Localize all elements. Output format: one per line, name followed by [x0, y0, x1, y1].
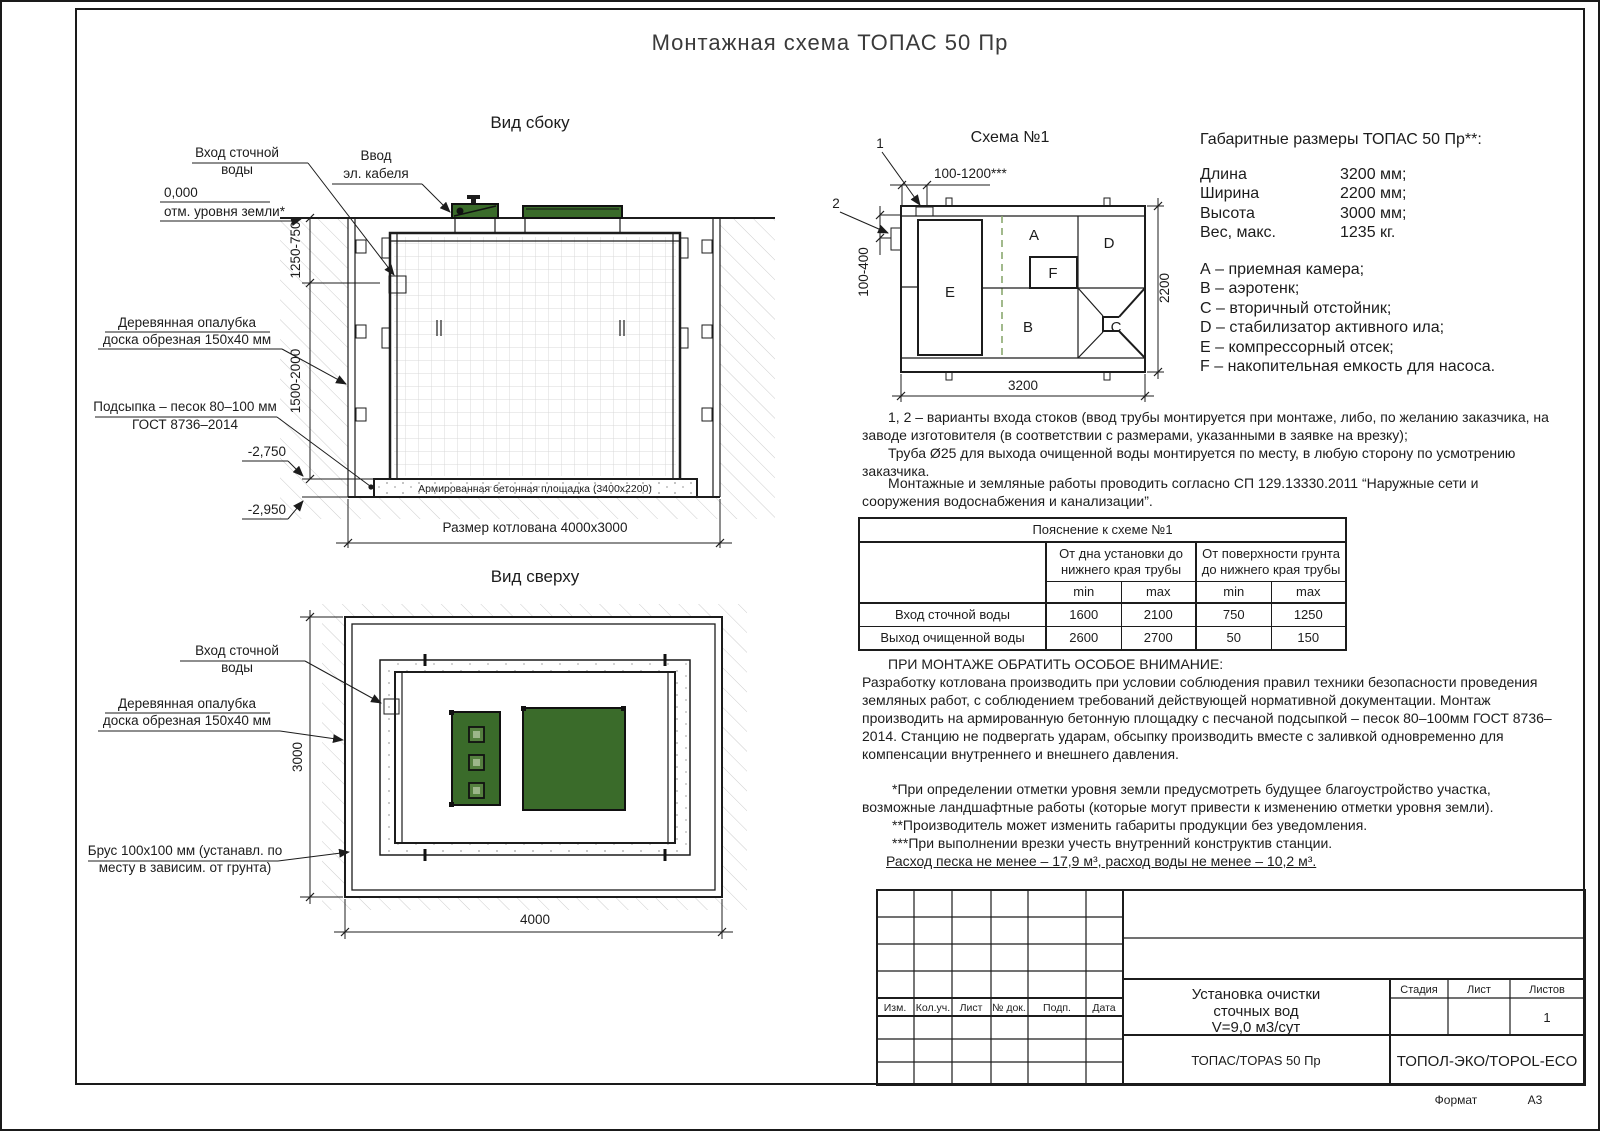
side-view-drawing: [80, 100, 790, 562]
explanation-table: [858, 517, 1347, 651]
svg-text:Вход сточной: Вход сточной: [195, 145, 279, 160]
side-view-title: Вид сбоку: [490, 113, 570, 132]
company-name: ТОПОЛ-ЭКО/TOPOL-ECO: [1396, 1053, 1578, 1070]
svg-text:Деревянная опалубка: Деревянная опалубка: [117, 315, 257, 330]
legend-item: А – приемная камера;: [1200, 260, 1365, 278]
table-title: Пояснение к схеме №1: [859, 518, 1346, 542]
legend-item: F – накопительная емкость для насоса.: [1200, 358, 1496, 375]
footnote-3: ***При выполнении врезки учесть внутренний конструктив станции.: [892, 835, 1333, 851]
variants-note: 1, 2 – варианты входа стоков (ввод трубы монтируется при монтаже, либо, по желанию заказчика, на заводе изготовителя (в соответствии с размерами, указанными в заявке на врезку); Труба Ø25 для выхода очищенной воды монтируется по месту, в любую сторону по усмотрению заказчика.: [862, 409, 1549, 479]
room-b: B: [1022, 319, 1034, 336]
svg-text:Брус 100х100 мм (устанавл. по: Брус 100х100 мм (устанавл. по: [87, 843, 283, 858]
col-ndok: № док.: [992, 1002, 1026, 1014]
top-view-drawing: [80, 560, 790, 960]
col-list: Лист: [959, 1002, 983, 1014]
svg-text:Установка очистки: Установка очистки: [1191, 986, 1321, 1003]
min-header: min: [1196, 582, 1271, 604]
dim-3000: 3000: [290, 741, 305, 773]
dim-2200: 2200: [1157, 272, 1172, 304]
drawing-title: Монтажная схема ТОПАС 50 Пр: [651, 30, 1009, 55]
pad-label: Армированная бетонная площадка (3400х2200): [418, 483, 652, 495]
marker-1: 1: [876, 136, 884, 151]
level-minus-2950: -2,950: [247, 502, 286, 517]
svg-text:ГОСТ 8736–2014: ГОСТ 8736–2014: [132, 417, 238, 432]
dim-1250-750: 1250-750: [288, 221, 303, 279]
ground-level-callout: [160, 185, 301, 221]
title-block-headers: [884, 1002, 1116, 1014]
stage-sheet-headers: [1400, 984, 1565, 996]
room-f: F: [1048, 265, 1058, 282]
main-lid: [523, 206, 622, 218]
max-header: max: [1271, 582, 1346, 604]
format-value: А3: [1527, 1093, 1543, 1107]
soil-hatch-right: [720, 218, 775, 497]
table-corner-cell: [859, 542, 1046, 603]
svg-text:Ввод: Ввод: [360, 148, 392, 163]
col-group-2: От поверхности грунта до нижнего края трубы: [1196, 542, 1346, 582]
sheets-label: Листов: [1529, 984, 1565, 996]
attention-note: ПРИ МОНТАЖЕ ОБРАТИТЬ ОСОБОЕ ВНИМАНИЕ: Разработку котлована производить при условии соблюдения правил техники безопасности проведения земляных работ, с соблюдением требований действующей нормативной документации. Монтаж производить на армированную бетонную площадку с песчаной подсыпкой – песок 80–100мм ГОСТ 8736–2014. Станцию не подвергать ударам, обсыпку производить вместе с заливкой одновременно для компенсации внутреннего и внешнего давления.: [862, 655, 1554, 763]
dim-3200: 3200: [1007, 378, 1039, 393]
green-lids-top: [449, 706, 626, 810]
consumption-note: Расход песка не менее – 17,9 м³, расход воды не менее – 10,2 м³.: [886, 853, 1317, 869]
sheet-label: Лист: [1467, 984, 1491, 996]
dim-100-1200: 100-1200***: [934, 166, 1007, 181]
spec-row: Длина 3200 мм;: [1200, 165, 1407, 183]
lid-vent: [467, 195, 480, 199]
table-row: Выход очищенной воды 2600 2700 50 150: [859, 627, 1346, 651]
max-header: max: [1121, 582, 1196, 604]
spec-row: Вес, макс. 1235 кг.: [1200, 224, 1396, 241]
svg-text:доска обрезная 150х40 мм: доска обрезная 150х40 мм: [102, 332, 272, 347]
room-c: C: [1110, 319, 1122, 336]
cable-callout: [332, 148, 450, 212]
room-e: E: [944, 284, 956, 301]
level-zero-note: отм. уровня земли*: [164, 204, 285, 219]
svg-text:Подсыпка – песок 80–100 мм: Подсыпка – песок 80–100 мм: [93, 399, 277, 414]
col-group-1: От дна установки до нижнего края трубы: [1046, 542, 1196, 582]
spec-row: Ширина 2200 мм;: [1200, 185, 1407, 202]
col-data: Дата: [1092, 1002, 1116, 1014]
stage-label: Стадия: [1400, 984, 1438, 996]
svg-text:Вход сточной: Вход сточной: [195, 643, 279, 658]
product-name: ТОПАС/TOPAS 50 Пр: [1191, 1053, 1321, 1068]
compartment-legend: [1200, 260, 1570, 377]
schema-body: [891, 198, 1145, 380]
tank-body: [382, 233, 688, 480]
top-view-title: Вид сверху: [490, 567, 580, 586]
legend-item: D – стабилизатор активного ила;: [1200, 319, 1445, 336]
specs-block: [1200, 130, 1570, 377]
sheets-value: 1: [1543, 1010, 1551, 1025]
min-header: min: [1046, 582, 1121, 604]
footnotes: [862, 780, 1554, 852]
doc-title: [1192, 986, 1321, 1036]
svg-text:сточных вод: сточных вод: [1213, 1003, 1299, 1020]
footnote-1: *При определении отметки уровня земли предусмотреть будущее благоустройство участка, возможные ландшафтные работы (которые могут привести к изменению отметки уровня земли).: [862, 781, 1494, 815]
svg-text:месту в зависим. от грунта): месту в зависим. от грунта): [98, 860, 272, 875]
room-a: A: [1028, 227, 1040, 244]
table-row: Вход сточной воды 1600 2100 750 1250: [859, 603, 1346, 627]
tank-lids: [452, 195, 622, 234]
svg-text:воды: воды: [221, 660, 253, 675]
legend-item: Е – компрессорный отсек;: [1200, 338, 1394, 356]
attention-title: ПРИ МОНТАЖЕ ОБРАТИТЬ ОСОБОЕ ВНИМАНИЕ:: [888, 656, 1224, 672]
title-block: [850, 880, 1600, 1120]
footnote-2: **Производитель может изменить габариты продукции без уведомления.: [892, 817, 1368, 833]
svg-text:Деревянная опалубка: Деревянная опалубка: [117, 696, 257, 711]
level-zero: 0,000: [164, 185, 198, 200]
formwork-callout-top: [98, 696, 343, 740]
legend-item: В – аэротенк;: [1200, 280, 1300, 297]
svg-text:V=9,0 м3/сут: V=9,0 м3/сут: [1211, 1019, 1301, 1036]
svg-text:воды: воды: [221, 162, 253, 177]
inlet-variant-2-stub: [891, 228, 901, 250]
legend-item: С – вторичный отстойник;: [1200, 299, 1392, 317]
col-izm: Изм.: [883, 1002, 907, 1014]
main-lid-top: [523, 708, 625, 810]
marker-2: 2: [832, 196, 840, 211]
dim-1500-2000: 1500-2000: [288, 348, 303, 414]
col-koluch: Кол.уч.: [915, 1002, 951, 1014]
schema-drawing: [820, 120, 1180, 410]
pit-size-label: Размер котлована 4000х3000: [442, 520, 628, 535]
format-label: Формат: [1434, 1093, 1478, 1107]
specs-title: Габаритные размеры ТОПАС 50 Пр**:: [1200, 131, 1482, 148]
concrete-pad: [374, 479, 697, 497]
level-minus-2750: -2,750: [247, 444, 286, 459]
schema-title: Схема №1: [970, 129, 1050, 146]
svg-text:эл. кабеля: эл. кабеля: [343, 166, 409, 181]
room-d: D: [1103, 235, 1115, 252]
mounting-note: Монтажные и земляные работы проводить согласно СП 129.13330.2011 “Наружные сети и сооружения водоснабжения и канализации”.: [862, 475, 1479, 509]
col-podp: Подп.: [1043, 1002, 1071, 1014]
spec-row: Высота 3000 мм;: [1200, 204, 1407, 222]
dim-4000: 4000: [519, 912, 551, 927]
soil-hatch-bottom: [280, 497, 775, 519]
svg-text:доска обрезная 150х40 мм: доска обрезная 150х40 мм: [102, 713, 272, 728]
dim-100-400: 100-400: [856, 247, 871, 297]
